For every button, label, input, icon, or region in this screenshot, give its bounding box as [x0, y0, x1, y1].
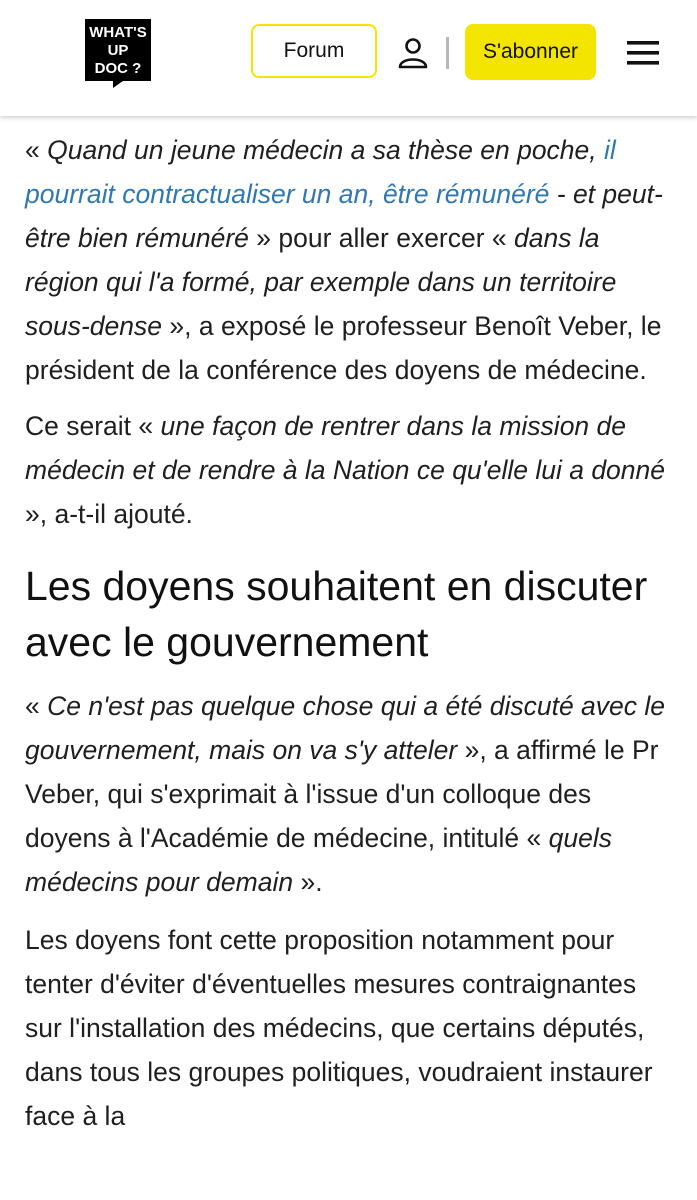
quote-open: «: [25, 135, 48, 165]
quote-italic-2: quels médecins pour demain: [25, 823, 612, 897]
paragraph-text-1: », a affirmé le Pr Veber, qui s'exprimait à l'issue d'un colloque des doyens à l'Académie de médecine, intitulé «: [25, 735, 659, 853]
user-account-icon[interactable]: [396, 36, 430, 70]
logo-line-3: DOC ?: [94, 60, 142, 77]
article-paragraph-2: [25, 404, 675, 536]
quote-open: «: [25, 691, 48, 721]
quote-italic-3: dans la région qui l'a formé, par exemple dans un territoire sous-dense: [25, 223, 617, 341]
article-body: [25, 118, 675, 1138]
whats-up-doc-logo[interactable]: [83, 17, 153, 89]
section-heading: Les doyens souhaitent en discuter avec le gouvernement: [25, 563, 648, 665]
quote-italic: une façon de rentrer dans la mission de médecin et de rendre à la Nation ce qu'elle lui a donné: [25, 411, 666, 485]
hamburger-menu-icon[interactable]: [626, 39, 660, 67]
site-header: [0, 0, 697, 116]
article-paragraph-3: [25, 684, 675, 904]
paragraph-text-2: », a-t-il ajouté.: [25, 499, 193, 529]
logo-line-1: WHAT'S: [89, 24, 147, 41]
subscribe-button-label: S'abonner: [482, 40, 579, 63]
subscribe-button[interactable]: [465, 24, 596, 80]
paragraph-text-2: ».: [293, 867, 323, 897]
quote-italic-2: - et peut-être bien rémunéré: [25, 179, 663, 253]
article-paragraph-4: Les doyens font cette proposition notamment pour tenter d'éviter d'éventuelles mesures contraignantes sur l'installation des médecins, que certains députés, dans tous les groupes politiques, voudraient instaurer face à la: [25, 925, 653, 1131]
quote-italic-1: Quand un jeune médecin a sa thèse en poche,: [47, 135, 605, 165]
paragraph-text-1: Ce serait «: [25, 411, 161, 441]
forum-button[interactable]: [251, 24, 377, 78]
quote-italic-1: Ce n'est pas quelque chose qui a été discuté avec le gouvernement, mais on va s'y atteler: [25, 691, 666, 765]
article-link[interactable]: il pourrait contractualiser un an, être rémunéré: [25, 135, 616, 209]
paragraph-text-2: », a exposé le professeur Benoît Veber, le président de la conférence des doyens de médecine.: [25, 311, 662, 385]
header-divider: [446, 37, 449, 69]
article-paragraph-1: [25, 128, 675, 392]
forum-button-label: Forum: [283, 39, 345, 62]
logo-line-2: UP: [107, 42, 129, 59]
paragraph-text-1: » pour aller exercer «: [248, 223, 515, 253]
